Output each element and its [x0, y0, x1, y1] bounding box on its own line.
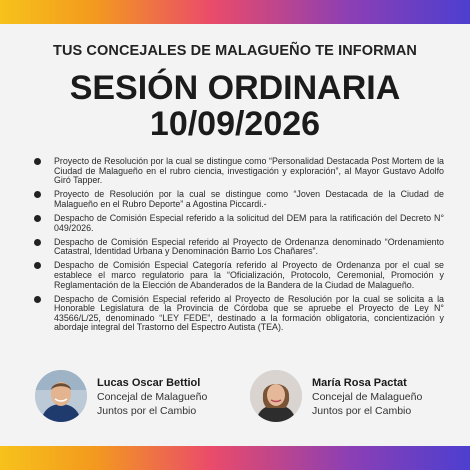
councilor-party: Juntos por el Cambio	[312, 405, 412, 417]
councilor-role: Concejal de Malagueño	[97, 391, 208, 403]
page-header: TUS CONCEJALES DE MALAGUEÑO TE INFORMAN	[53, 43, 417, 59]
bottom-gradient-bar	[0, 446, 470, 470]
bullet-icon	[34, 215, 41, 222]
agenda-item-text: Despacho de Comisión Especial referido al Proyecto de Resolución por la cual se solicita a la Honorable Legislatura de la Provincia de Córdoba que se apruebe el Proyecto de Ley N° 43566/L/25, denominado “LEY FEDE”, destinado a la formación obligatoria, concientización y abordaje integral del Trastorno del Espectro Autista (TEA).	[54, 293, 444, 333]
avatar	[35, 370, 87, 422]
bullet-icon	[34, 296, 41, 303]
agenda-item-text: Despacho de Comisión Especial referido a la solicitud del DEM para la ratificación del Decreto N° 049/2026.	[54, 212, 444, 233]
agenda-item-text: Proyecto de Resolución por la cual se distingue como “Joven Destacada de la Ciudad de Malagueño en el Rubro Deporte” a Agostina Piccardi.-	[54, 189, 444, 209]
councilor-role: Concejal de Malagueño	[312, 391, 423, 403]
session-date: 10/09/2026	[149, 105, 321, 143]
agenda-item	[34, 261, 444, 290]
councilor-name: María Rosa Pactat	[312, 377, 407, 389]
agenda-item-text: Despacho de Comisión Especial referido al Proyecto de Ordenanza denominado “Ordenamiento Catastral, Identidad Urbana y Denominación Barrio Los Chañares”.	[54, 236, 444, 257]
person-photo-icon	[250, 370, 302, 422]
agenda-item	[34, 238, 444, 257]
agenda-item-text: Proyecto de Resolución por la cual se distingue como “Personalidad Destacada Post Mortem de la Ciudad de Malagueño en el rubro ciencia, investigación y exploración”, al Mayor Gustavo Adolfo Giró Tapper.	[54, 156, 444, 186]
page-title	[0, 70, 470, 142]
bullet-icon	[34, 239, 41, 246]
person-photo-icon	[35, 370, 87, 422]
councilor-info	[312, 376, 470, 418]
agenda-item	[34, 214, 444, 233]
councilor-info	[97, 376, 257, 418]
bullet-icon	[34, 158, 41, 165]
agenda-item-text: Despacho de Comisión Especial Categoría referido al Proyecto de Ordenanza por el cual se establece el marco regulatorio para la “Oficialización, Protocolo, Ceremonial, Promoción y Reglamentación de la Elección de Abanderados de la Bandera de la Ciudad de Malagueño.	[54, 260, 444, 290]
agenda-list	[34, 157, 444, 338]
top-gradient-bar	[0, 0, 470, 24]
councilor-party: Juntos por el Cambio	[97, 405, 197, 417]
bullet-icon	[34, 191, 41, 198]
agenda-item	[34, 190, 444, 209]
session-title: SESIÓN ORDINARIA	[69, 69, 401, 107]
bullet-icon	[34, 262, 41, 269]
agenda-item	[34, 295, 444, 333]
avatar	[250, 370, 302, 422]
councilor-name: Lucas Oscar Bettiol	[97, 377, 201, 389]
agenda-item	[34, 157, 444, 186]
